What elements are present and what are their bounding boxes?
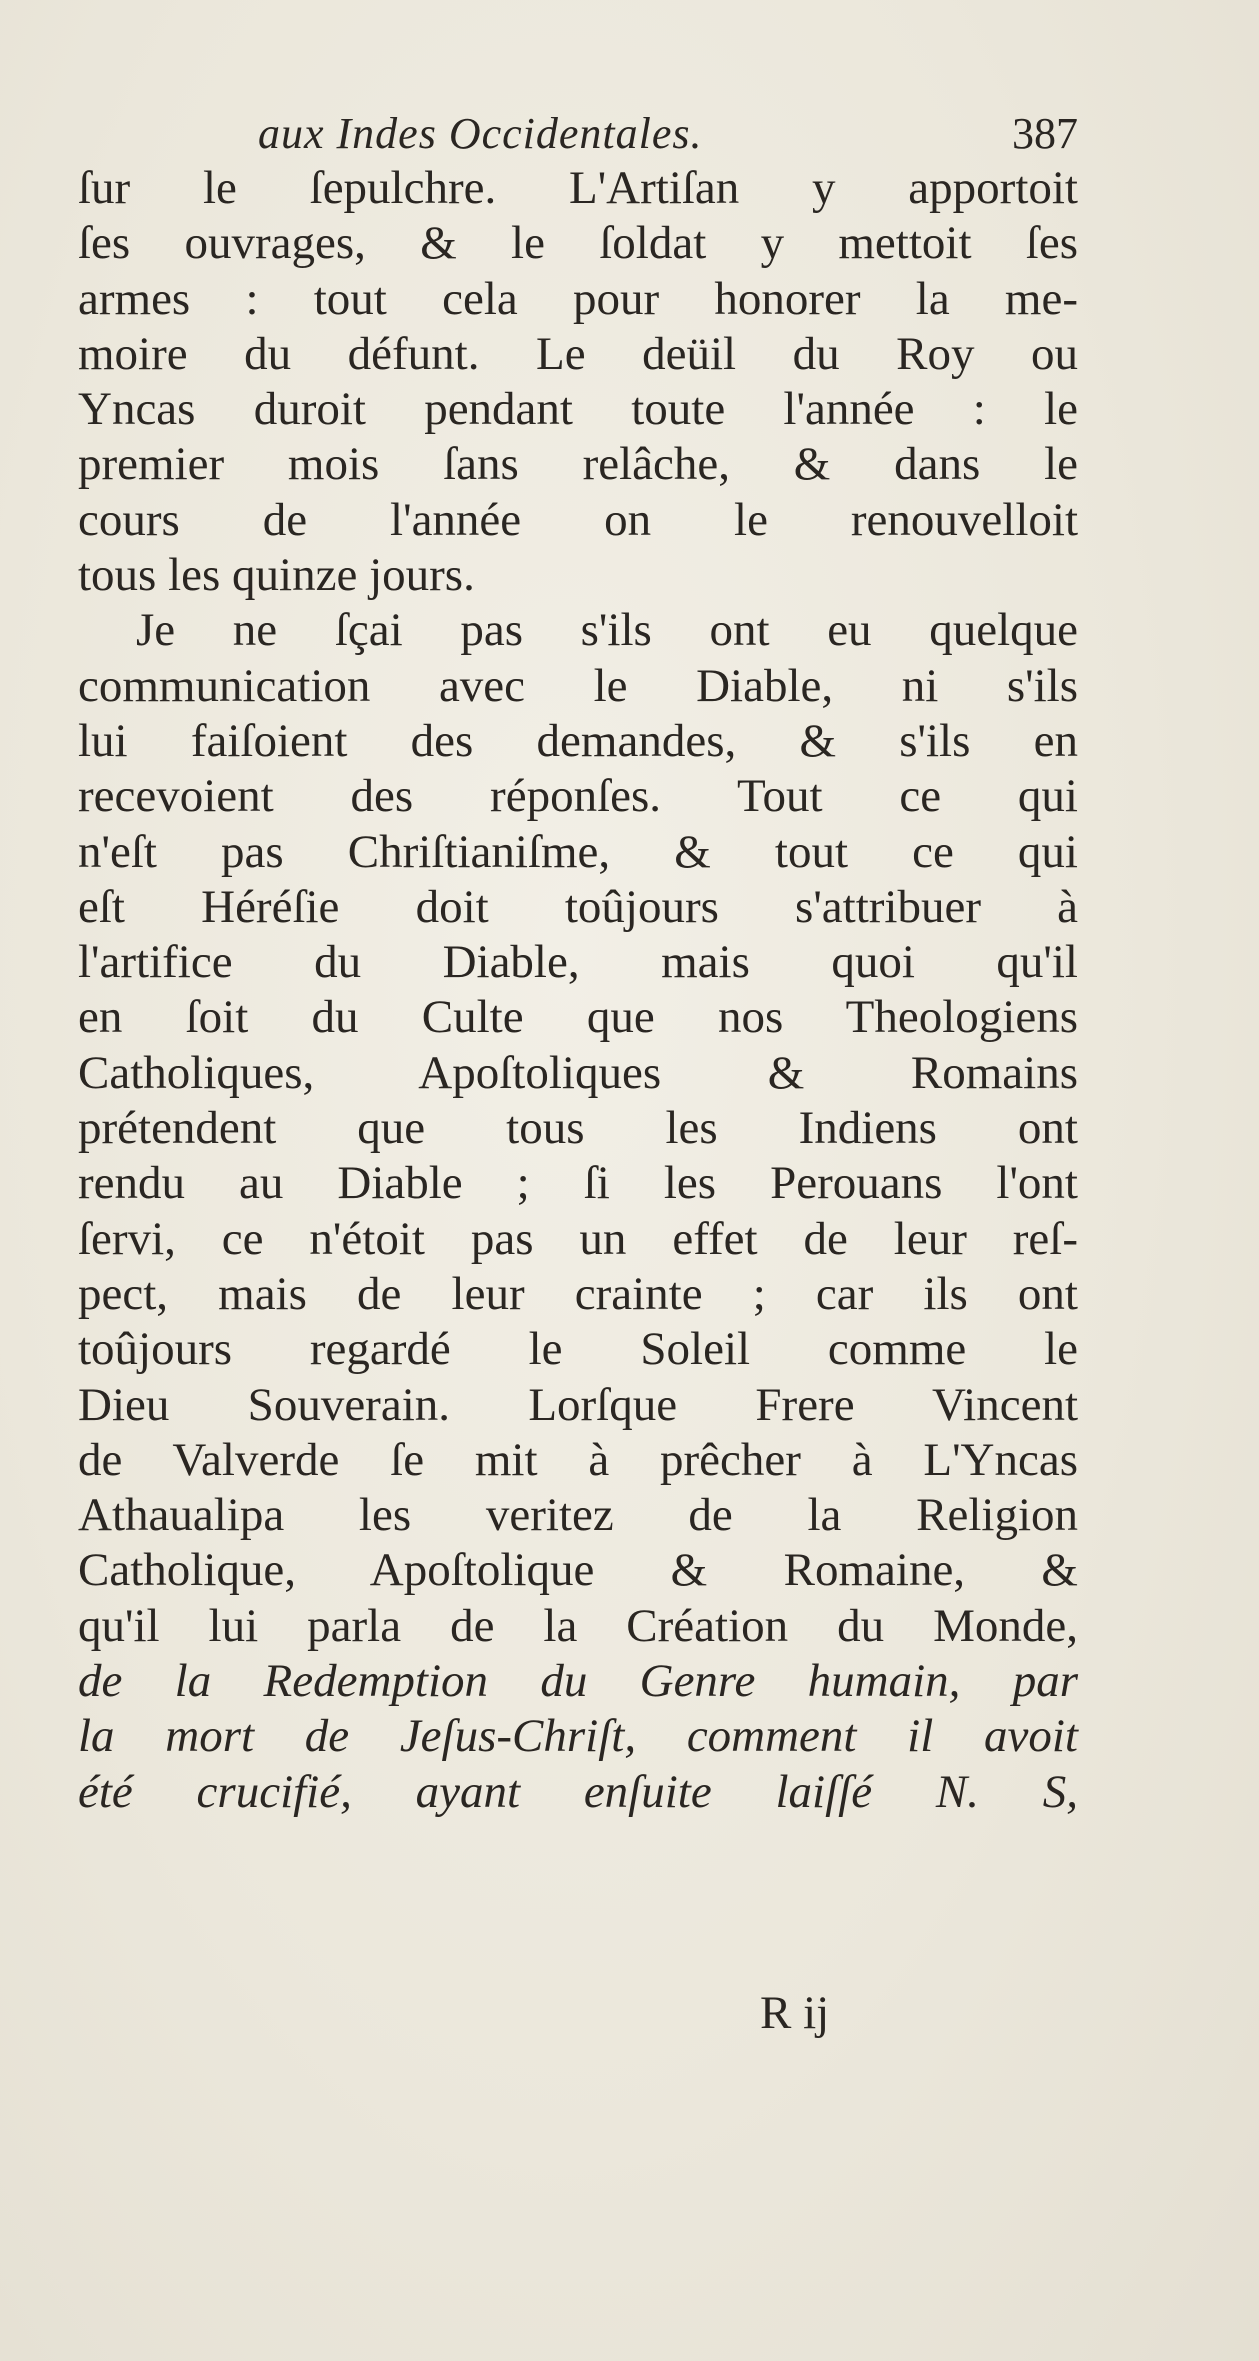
text-line: cours de l'année on le renouvelloit <box>78 493 1078 546</box>
text-line: Je ne ſçai pas s'ils ont eu quelque <box>136 604 1078 657</box>
text-line: qu'il lui parla de la Création du Monde, <box>78 1599 1078 1652</box>
text-line: Athaualipa les veritez de la Religion <box>78 1489 1078 1542</box>
text-line: premier mois ſans relâche, & dans le <box>78 438 1078 491</box>
body-text <box>78 161 1078 1820</box>
text-line: recevoient des réponſes. Tout ce qui <box>78 770 1078 823</box>
running-head <box>258 108 1078 168</box>
text-line: prétendent que tous les Indiens ont <box>78 1102 1078 1155</box>
text-line: Catholique, Apoſtolique & Romaine, & <box>78 1544 1078 1597</box>
text-line: ſur le ſepulchre. L'Artiſan y apportoit <box>78 162 1078 214</box>
text-line: de la Redemption du Genre humain, par <box>78 1655 1078 1708</box>
text-line: armes : tout cela pour honorer la me- <box>78 272 1078 325</box>
text-line: lui faiſoient des demandes, & s'ils en <box>78 714 1078 767</box>
text-line: l'artifice du Diable, mais quoi qu'il <box>78 936 1078 989</box>
text-line: la mort de Jeſus-Chriſt, comment il avoit <box>78 1710 1078 1763</box>
text-line: été crucifié, ayant enſuite laiſſé N. S, <box>78 1765 1078 1818</box>
text-line: Dieu Souverain. Lorſque Frere Vincent <box>78 1378 1078 1431</box>
text-line: eſt Héréſie doit toûjours s'attribuer à <box>78 880 1078 933</box>
running-title: aux Indes Occidentales. <box>258 109 703 158</box>
text-line: toûjours regardé le Soleil comme le <box>78 1323 1078 1376</box>
text-line: n'eſt pas Chriſtianiſme, & tout ce qui <box>78 825 1078 878</box>
page-number: 387 <box>1012 109 1078 158</box>
text-line: ſervi, ce n'étoit pas un effet de leur reſ- <box>78 1212 1078 1265</box>
text-line: communication avec le Diable, ni s'ils <box>78 659 1078 712</box>
text-line: tous les quinze jours. <box>78 549 475 602</box>
text-line: moire du défunt. Le deüil du Roy ou <box>78 327 1078 380</box>
text-line: rendu au Diable ; ſi les Perouans l'ont <box>78 1157 1078 1210</box>
text-line: pect, mais de leur crainte ; car ils ont <box>78 1267 1078 1320</box>
signature-mark: R ij <box>760 1987 830 2039</box>
text-line: ſes ouvrages, & le ſoldat y mettoit ſes <box>78 217 1078 270</box>
text-line: en ſoit du Culte que nos Theologiens <box>78 991 1078 1044</box>
text-line: Yncas duroit pendant toute l'année : le <box>78 383 1078 436</box>
text-line: de Valverde ſe mit à prêcher à L'Yncas <box>78 1433 1078 1486</box>
text-line: Catholiques, Apoſtoliques & Romains <box>78 1046 1078 1099</box>
